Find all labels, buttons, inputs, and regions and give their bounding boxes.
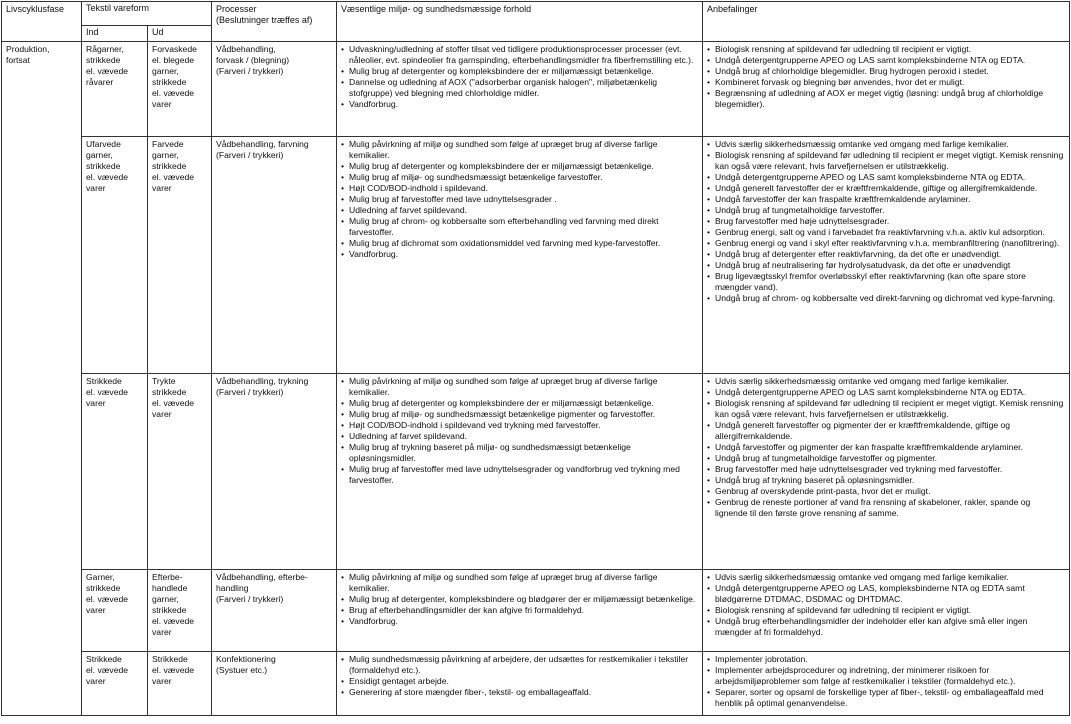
recommendation-item: • Undgå brug af chlorholdige blegemidler. Brug hydrogen peroxid i stedet. — [707, 66, 1065, 77]
header-process-label: Processer — [216, 4, 257, 14]
impact-item: • Mulig brug af miljø- og sundhedsmæssigt betænkelige pigmenter og farvestoffer. — [341, 409, 698, 420]
impact-item: • Mulig brug af detergenter og kompleksbindere der er miljømæssigt betænkelige. — [341, 398, 698, 409]
impact-item: • Mulig brug af detergenter og kompleksbindere der er miljømæssigt betænkelige. — [341, 161, 698, 172]
header-recommendations: Anbefalinger — [703, 2, 1070, 42]
recommendation-item: • Genbrug energi, salt og vand i farvebadet fra reaktivfarvning v.h.a. aktiv kul adsorption. — [707, 227, 1065, 238]
form-out-cell: Efterbe- handlede garner, strikkede el. vævede varer — [148, 570, 212, 652]
recommendations-cell-list — [707, 572, 1065, 638]
impacts-cell — [337, 137, 703, 374]
recommendations-cell-list — [707, 376, 1065, 519]
impact-item: • Mulig brug af detergenter, kompleksbindere og blødgører der er miljømæssigt betænkelige. — [341, 594, 698, 605]
header-form-in: Ind — [82, 26, 148, 42]
impacts-cell — [337, 42, 703, 137]
recommendation-item: • Undgå brug af tungmetalholdige farvestoffer. — [707, 205, 1065, 216]
recommendation-item: • Undgå farvestoffer der kan fraspalte kræftfremkaldende arylaminer. — [707, 194, 1065, 205]
table-row — [2, 374, 1070, 570]
form-out-cell: Forvaskede el. blegede garner, strikkede el. vævede varer — [148, 42, 212, 137]
impact-item: • Mulig brug af farvestoffer med lave udnyttelsesgrader . — [341, 194, 698, 205]
process-cell: Vådbehandling, forvask / (blegning) (Farveri / trykkeri) — [212, 42, 337, 137]
recommendations-cell-list — [707, 139, 1065, 304]
process-cell: Vådbehandling, efterbe- handling (Farveri / trykkeri) — [212, 570, 337, 652]
recommendation-item: • Undgå brug af detergenter efter reaktivfarvning, da det ofte er unødvendigt. — [707, 249, 1065, 260]
form-out-cell: Trykte strikkede el. vævede varer — [148, 374, 212, 570]
impact-item: • Mulig påvirkning af miljø og sundhed som følge af upræget brug af diverse farlige kemikalier. — [341, 376, 698, 398]
recommendation-item: • Undgå brug af neutralisering før hydrolysatudvask, da det ofte er unødvendigt — [707, 260, 1065, 271]
impact-item: • Højt COD/BOD-indhold i spildevand. — [341, 183, 698, 194]
recommendation-item: • Undgå brug af chrom- og kobbersalte ved direkt-farvning og dichromat ved kype-farvning. — [707, 293, 1065, 304]
impact-item: • Udvaskning/udledning af stoffer tilsat ved tidligere produktionsprocesser processer (evt. nåleolier, evt. spindeolier fra garnspinding, efterbehandlingsmidler fra fiberfremstilling etc.). — [341, 44, 698, 66]
recommendation-item: • Begrænsning af udledning af AOX er meget vigtig (løsning: undgå brug af chlorholdige blegemidler). — [707, 88, 1065, 110]
recommendation-item: • Biologisk rensning af spildevand før udledning til recipient er vigtigt. — [707, 44, 1065, 55]
impact-item: • Mulig påvirkning af miljø og sundhed som følge af upræget brug af diverse farlige kemikalier. — [341, 572, 698, 594]
impact-item: • Mulig brug af miljø- og sundhedsmæssigt betænkelige farvestoffer. — [341, 172, 698, 183]
impact-item: • Mulig brug af dichromat som oxidationsmiddel ved farvning med kype-farvestoffer. — [341, 238, 698, 249]
table-row — [2, 652, 1070, 716]
recommendations-cell — [703, 42, 1070, 137]
header-phase: Livscyklusfase — [2, 2, 82, 42]
form-out-cell: Farvede garner, strikkede el. vævede varer — [148, 137, 212, 374]
recommendation-item: • Brug ligevægtsskyl fremfor overløbsskyl efter reaktivfarvning (kan ofte spare store mængder vand). — [707, 271, 1065, 293]
impacts-cell-list — [341, 376, 698, 486]
impacts-cell — [337, 374, 703, 570]
recommendation-item: • Undgå farvestoffer og pigmenter der kan fraspalte kræftfremkaldende arylaminer. — [707, 442, 1065, 453]
recommendations-cell-list — [707, 44, 1065, 110]
recommendation-item: • Undgå detergentgrupperne APEO og LAS samt kompleksbinderne NTA og EDTA. — [707, 55, 1065, 66]
recommendations-cell — [703, 652, 1070, 716]
recommendation-item: • Biologisk rensning af spildevand før udledning til recipient er meget vigtigt. Kemisk rensning kan også være relevant, hvis farvefjernelsen er utilstrækkelig. — [707, 150, 1065, 172]
table-row — [2, 570, 1070, 652]
impact-item: • Mulig brug af detergenter og kompleksbindere der er miljømæssigt betænkelige. — [341, 66, 698, 77]
recommendations-cell-list — [707, 654, 1065, 709]
header-impacts: Væsentlige miljø- og sundhedsmæssige forhold — [337, 2, 703, 42]
process-cell: Vådbehandling, farvning (Farveri / trykkeri) — [212, 137, 337, 374]
impact-item: • Vandforbrug. — [341, 99, 698, 110]
form-in-cell: Garner, strikkede el. vævede varer — [82, 570, 148, 652]
recommendation-item: • Implementer arbejdsprocedurer og indretning, der minimerer risikoen for arbejdsmiljøproblemer som følge af restkemikalier i tekstiler (formaldehyd etc.). — [707, 665, 1065, 687]
impact-item: • Vandforbrug. — [341, 249, 698, 260]
impacts-cell — [337, 652, 703, 716]
table-row — [2, 42, 1070, 137]
recommendation-item: • Biologisk rensning af spildevand før udledning til recipient er meget vigtigt. Kemisk rensning kan også være relevant, hvis farvefjernelsen er utilstrækkelig. — [707, 398, 1065, 420]
recommendation-item: • Undgå detergentgrupperne APEO og LAS, kompleksbinderne NTA og EDTA samt blødgørerne DTDMAC, DSDMAC og DHTDMAC. — [707, 583, 1065, 605]
recommendation-item: • Genbrug af overskydende print-pasta, hvor det er muligt. — [707, 486, 1065, 497]
impact-item: • Mulig sundhedsmæssig påvirkning af arbejdere, der udsættes for restkemikalier i tekstiler (formaldehyd etc.). — [341, 654, 698, 676]
impact-item: • Udledning af farvet spildevand. — [341, 431, 698, 442]
form-in-cell: Strikkede el. vævede varer — [82, 652, 148, 716]
process-cell: Vådbehandling, trykning (Farveri / trykkeri) — [212, 374, 337, 570]
recommendation-item: • Genbrug energi og vand i skyl efter reaktivfarvning v.h.a. membranfiltrering (nanofiltrering). — [707, 238, 1065, 249]
header-form-out: Ud — [148, 26, 212, 42]
header-process-sub: (Beslutninger træffes af) — [216, 15, 313, 25]
form-in-cell: Rågarner, strikkede el. vævede råvarer — [82, 42, 148, 137]
phase-cell: Produktion, fortsat — [2, 42, 82, 716]
impacts-cell — [337, 570, 703, 652]
recommendation-item: • Biologisk rensning af spildevand før udledning til recipient er vigtigt. — [707, 605, 1065, 616]
impact-item: • Højt COD/BOD-indhold i spildevand ved trykning med farvestoffer. — [341, 420, 698, 431]
recommendation-item: • Undgå brug af trykning baseret på opløsningsmidler. — [707, 475, 1065, 486]
table-row — [2, 137, 1070, 374]
impact-item: • Ensidigt gentaget arbejde. — [341, 676, 698, 687]
impact-item: • Vandforbrug. — [341, 616, 698, 627]
process-cell: Konfektionering (Systuer etc.) — [212, 652, 337, 716]
recommendations-cell — [703, 137, 1070, 374]
recommendation-item: • Implementer jobrotation. — [707, 654, 1065, 665]
impact-item: • Mulig påvirkning af miljø og sundhed som følge af upræget brug af diverse farlige kemikalier. — [341, 139, 698, 161]
impact-item: • Dannelse og udledning af AOX ("adsorberbar organisk halogen", miljøbetænkelig stofgruppe) ved blegning med chlorholdige midler. — [341, 77, 698, 99]
recommendation-item: • Udvis særlig sikkerhedsmæssig omtanke ved omgang med farlige kemikalier. — [707, 139, 1065, 150]
impact-item: • Udledning af farvet spildevand. — [341, 205, 698, 216]
recommendation-item: • Kombineret forvask og blegning bør anvendes, hvor det er muligt. — [707, 77, 1065, 88]
impact-item: • Generering af store mængder fiber-, tekstil- og emballageaffald. — [341, 687, 698, 698]
recommendation-item: • Genbrug de reneste portioner af vand fra rensning af skabeloner, rakler, spande og lignende til den første grove rensning af samme. — [707, 497, 1065, 519]
recommendation-item: • Undgå detergentgrupperne APEO og LAS samt kompleksbinderne NTA og EDTA. — [707, 387, 1065, 398]
form-in-cell: Strikkede el. vævede varer — [82, 374, 148, 570]
recommendation-item: • Udvis særlig sikkerhedsmæssig omtanke ved omgang med farlige kemikalier. — [707, 376, 1065, 387]
recommendation-item: • Brug farvestoffer med høje udnyttelsesgrader. — [707, 216, 1065, 227]
recommendation-item: • Separer, sorter og opsaml de forskellige typer af fiber-, tekstil- og emballageaffald med henblik på optimal genanvendelse. — [707, 687, 1065, 709]
recommendation-item: • Brug farvestoffer med høje udnyttelsesgrader ved trykning med farvestoffer. — [707, 464, 1065, 475]
impacts-cell-list — [341, 44, 698, 110]
form-out-cell: Strikkede el. vævede varer — [148, 652, 212, 716]
impact-item: • Mulig brug af trykning baseret på miljø- og sundhedsmæssigt betænkelige opløsningsmidler. — [341, 442, 698, 464]
lifecycle-table — [1, 1, 1070, 716]
recommendation-item: • Undgå generelt farvestoffer og pigmenter der er kræftfremkaldende, giftige og allergifremkaldende. — [707, 420, 1065, 442]
header-textile-form: Tekstil vareform — [82, 2, 212, 26]
recommendation-item: • Udvis særlig sikkerhedsmæssig omtanke ved omgang med farlige kemikalier. — [707, 572, 1065, 583]
recommendations-cell — [703, 570, 1070, 652]
form-in-cell: Ufarvede garner, strikkede el. vævede varer — [82, 137, 148, 374]
impacts-cell-list — [341, 654, 698, 698]
recommendation-item: • Undgå generelt farvestoffer der er kræftfremkaldende, giftige og allergifremkaldende. — [707, 183, 1065, 194]
header-process — [212, 2, 337, 42]
recommendation-item: • Undgå detergentgrupperne APEO og LAS samt kompleksbinderne NTA og EDTA. — [707, 172, 1065, 183]
impacts-cell-list — [341, 572, 698, 627]
impact-item: • Mulig brug af chrom- og kobbersalte som efterbehandling ved farvning med direkt farvestoffer. — [341, 216, 698, 238]
recommendation-item: • Undgå brug af tungmetalholdige farvestoffer og pigmenter. — [707, 453, 1065, 464]
recommendations-cell — [703, 374, 1070, 570]
recommendation-item: • Undgå brug efterbehandlingsmidler der indeholder eller kan afgive små eller ingen mængder af fri formaldehyd. — [707, 616, 1065, 638]
impacts-cell-list — [341, 139, 698, 260]
impact-item: • Brug af efterbehandlingsmidler der kan afgive fri formaldehyd. — [341, 605, 698, 616]
impact-item: • Mulig brug af farvestoffer med lave udnyttelsesgrader og vandforbrug ved trykning med farvestoffer. — [341, 464, 698, 486]
